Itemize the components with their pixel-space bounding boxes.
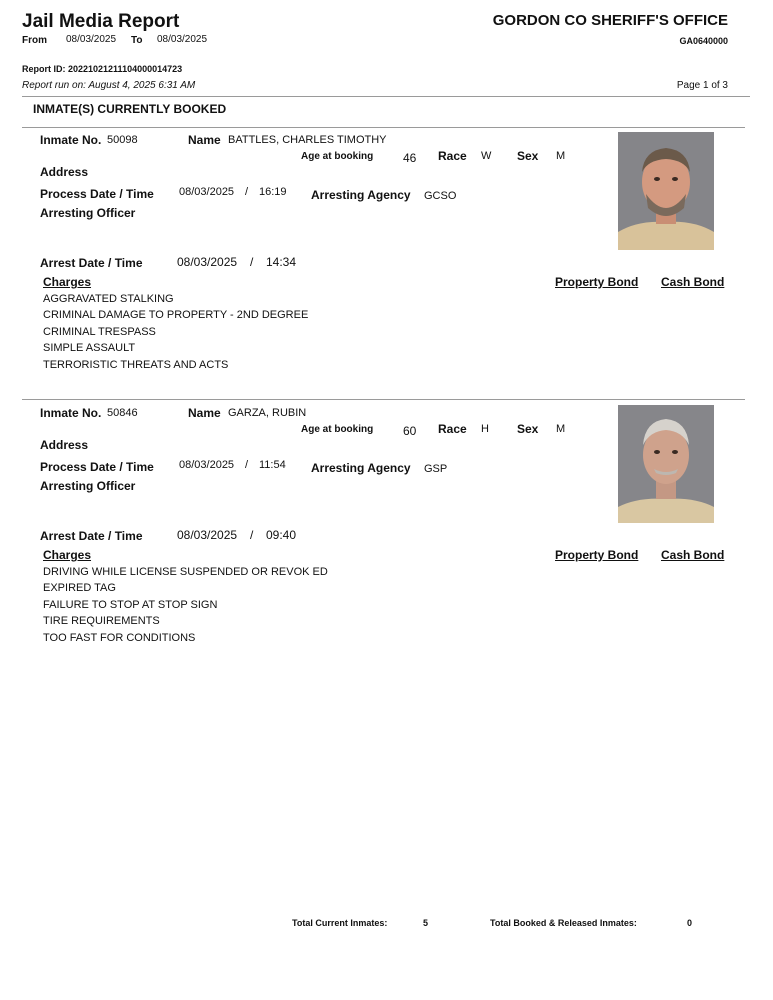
sex-label: Sex: [517, 422, 539, 436]
name-label: Name: [188, 406, 221, 420]
report-title: Jail Media Report: [22, 11, 180, 32]
slash: /: [245, 459, 249, 471]
sex-label: Sex: [517, 149, 539, 163]
to-label: To: [131, 35, 143, 46]
charge-item: CRIMINAL TRESPASS: [43, 326, 156, 338]
inmate-age: 60: [403, 424, 417, 438]
record-divider: [22, 399, 745, 400]
from-label: From: [22, 35, 47, 46]
charge-item: SIMPLE ASSAULT: [43, 342, 136, 354]
arrest-time: 09:40: [266, 528, 297, 542]
total-current-value: 5: [423, 918, 429, 928]
arrest-label: Arrest Date / Time: [40, 256, 143, 270]
process-date: 08/03/2025: [179, 186, 235, 198]
inmate-no: 50846: [107, 407, 138, 419]
slash: /: [250, 255, 254, 269]
from-date: 08/03/2025: [66, 34, 117, 45]
inmate-race: H: [481, 423, 489, 435]
arrest-time: 14:34: [266, 255, 297, 269]
inmate-no-label: Inmate No.: [40, 406, 102, 420]
arrest-date: 08/03/2025: [177, 255, 238, 269]
arresting-agency-label: Arresting Agency: [311, 188, 411, 202]
charges-header: Charges: [43, 548, 92, 562]
charges-header: Charges: [43, 275, 92, 289]
total-booked-released-label: Total Booked & Released Inmates:: [490, 918, 637, 928]
inmate-name: BATTLES, CHARLES TIMOTHY: [228, 134, 387, 146]
process-label: Process Date / Time: [40, 460, 154, 474]
charge-item: TERRORISTIC THREATS AND ACTS: [43, 359, 229, 371]
to-date: 08/03/2025: [157, 34, 208, 45]
inmate-record: [0, 401, 773, 661]
cash-bond-header: Cash Bond: [661, 275, 725, 289]
report-id: Report ID: 20221021211104000014723: [22, 64, 183, 74]
race-label: Race: [438, 149, 467, 163]
header-divider: [22, 96, 750, 97]
arresting-agency-label: Arresting Agency: [311, 461, 411, 475]
inmate-record: [0, 128, 773, 388]
charge-item: TOO FAST FOR CONDITIONS: [43, 632, 196, 644]
arrest-date: 08/03/2025: [177, 528, 238, 542]
inmate-no-label: Inmate No.: [40, 133, 102, 147]
inmate-race: W: [481, 150, 492, 162]
charge-item: FAILURE TO STOP AT STOP SIGN: [43, 599, 218, 611]
inmate-sex: M: [556, 423, 566, 435]
process-time: 11:54: [259, 459, 286, 471]
mugshot-photo: [618, 132, 714, 250]
age-label: Age at booking: [301, 151, 374, 162]
charge-item: TIRE REQUIREMENTS: [43, 615, 160, 627]
total-booked-released-value: 0: [687, 918, 693, 928]
process-label: Process Date / Time: [40, 187, 154, 201]
inmate-age: 46: [403, 151, 417, 165]
arresting-officer-label: Arresting Officer: [40, 206, 136, 220]
agency-ori: GA0640000: [679, 36, 728, 46]
mugshot-photo: [618, 405, 714, 523]
arresting-agency: GCSO: [424, 190, 457, 202]
age-label: Age at booking: [301, 424, 374, 435]
inmate-sex: M: [556, 150, 566, 162]
arrest-label: Arrest Date / Time: [40, 529, 143, 543]
name-label: Name: [188, 133, 221, 147]
agency-name: GORDON CO SHERIFF'S OFFICE: [492, 12, 728, 29]
address-label: Address: [40, 165, 89, 179]
address-label: Address: [40, 438, 89, 452]
arresting-agency: GSP: [424, 463, 448, 475]
property-bond-header: Property Bond: [555, 275, 639, 289]
charge-item: EXPIRED TAG: [43, 582, 116, 594]
total-current-label: Total Current Inmates:: [292, 918, 388, 928]
process-date: 08/03/2025: [179, 459, 235, 471]
charge-item: CRIMINAL DAMAGE TO PROPERTY - 2ND DEGREE: [43, 309, 309, 321]
process-time: 16:19: [259, 186, 287, 198]
cash-bond-header: Cash Bond: [661, 548, 725, 562]
section-title: INMATE(S) CURRENTLY BOOKED: [33, 102, 227, 116]
charge-item: AGGRAVATED STALKING: [43, 293, 174, 305]
slash: /: [250, 528, 254, 542]
race-label: Race: [438, 422, 467, 436]
inmate-name: GARZA, RUBIN: [228, 407, 307, 419]
charge-item: DRIVING WHILE LICENSE SUSPENDED OR REVOK ED: [43, 566, 328, 578]
page-number: Page 1 of 3: [676, 80, 728, 91]
property-bond-header: Property Bond: [555, 548, 639, 562]
arresting-officer-label: Arresting Officer: [40, 479, 136, 493]
inmate-no: 50098: [107, 134, 138, 146]
report-run-date: Report run on: August 4, 2025 6:31 AM: [22, 80, 196, 91]
slash: /: [245, 186, 249, 198]
